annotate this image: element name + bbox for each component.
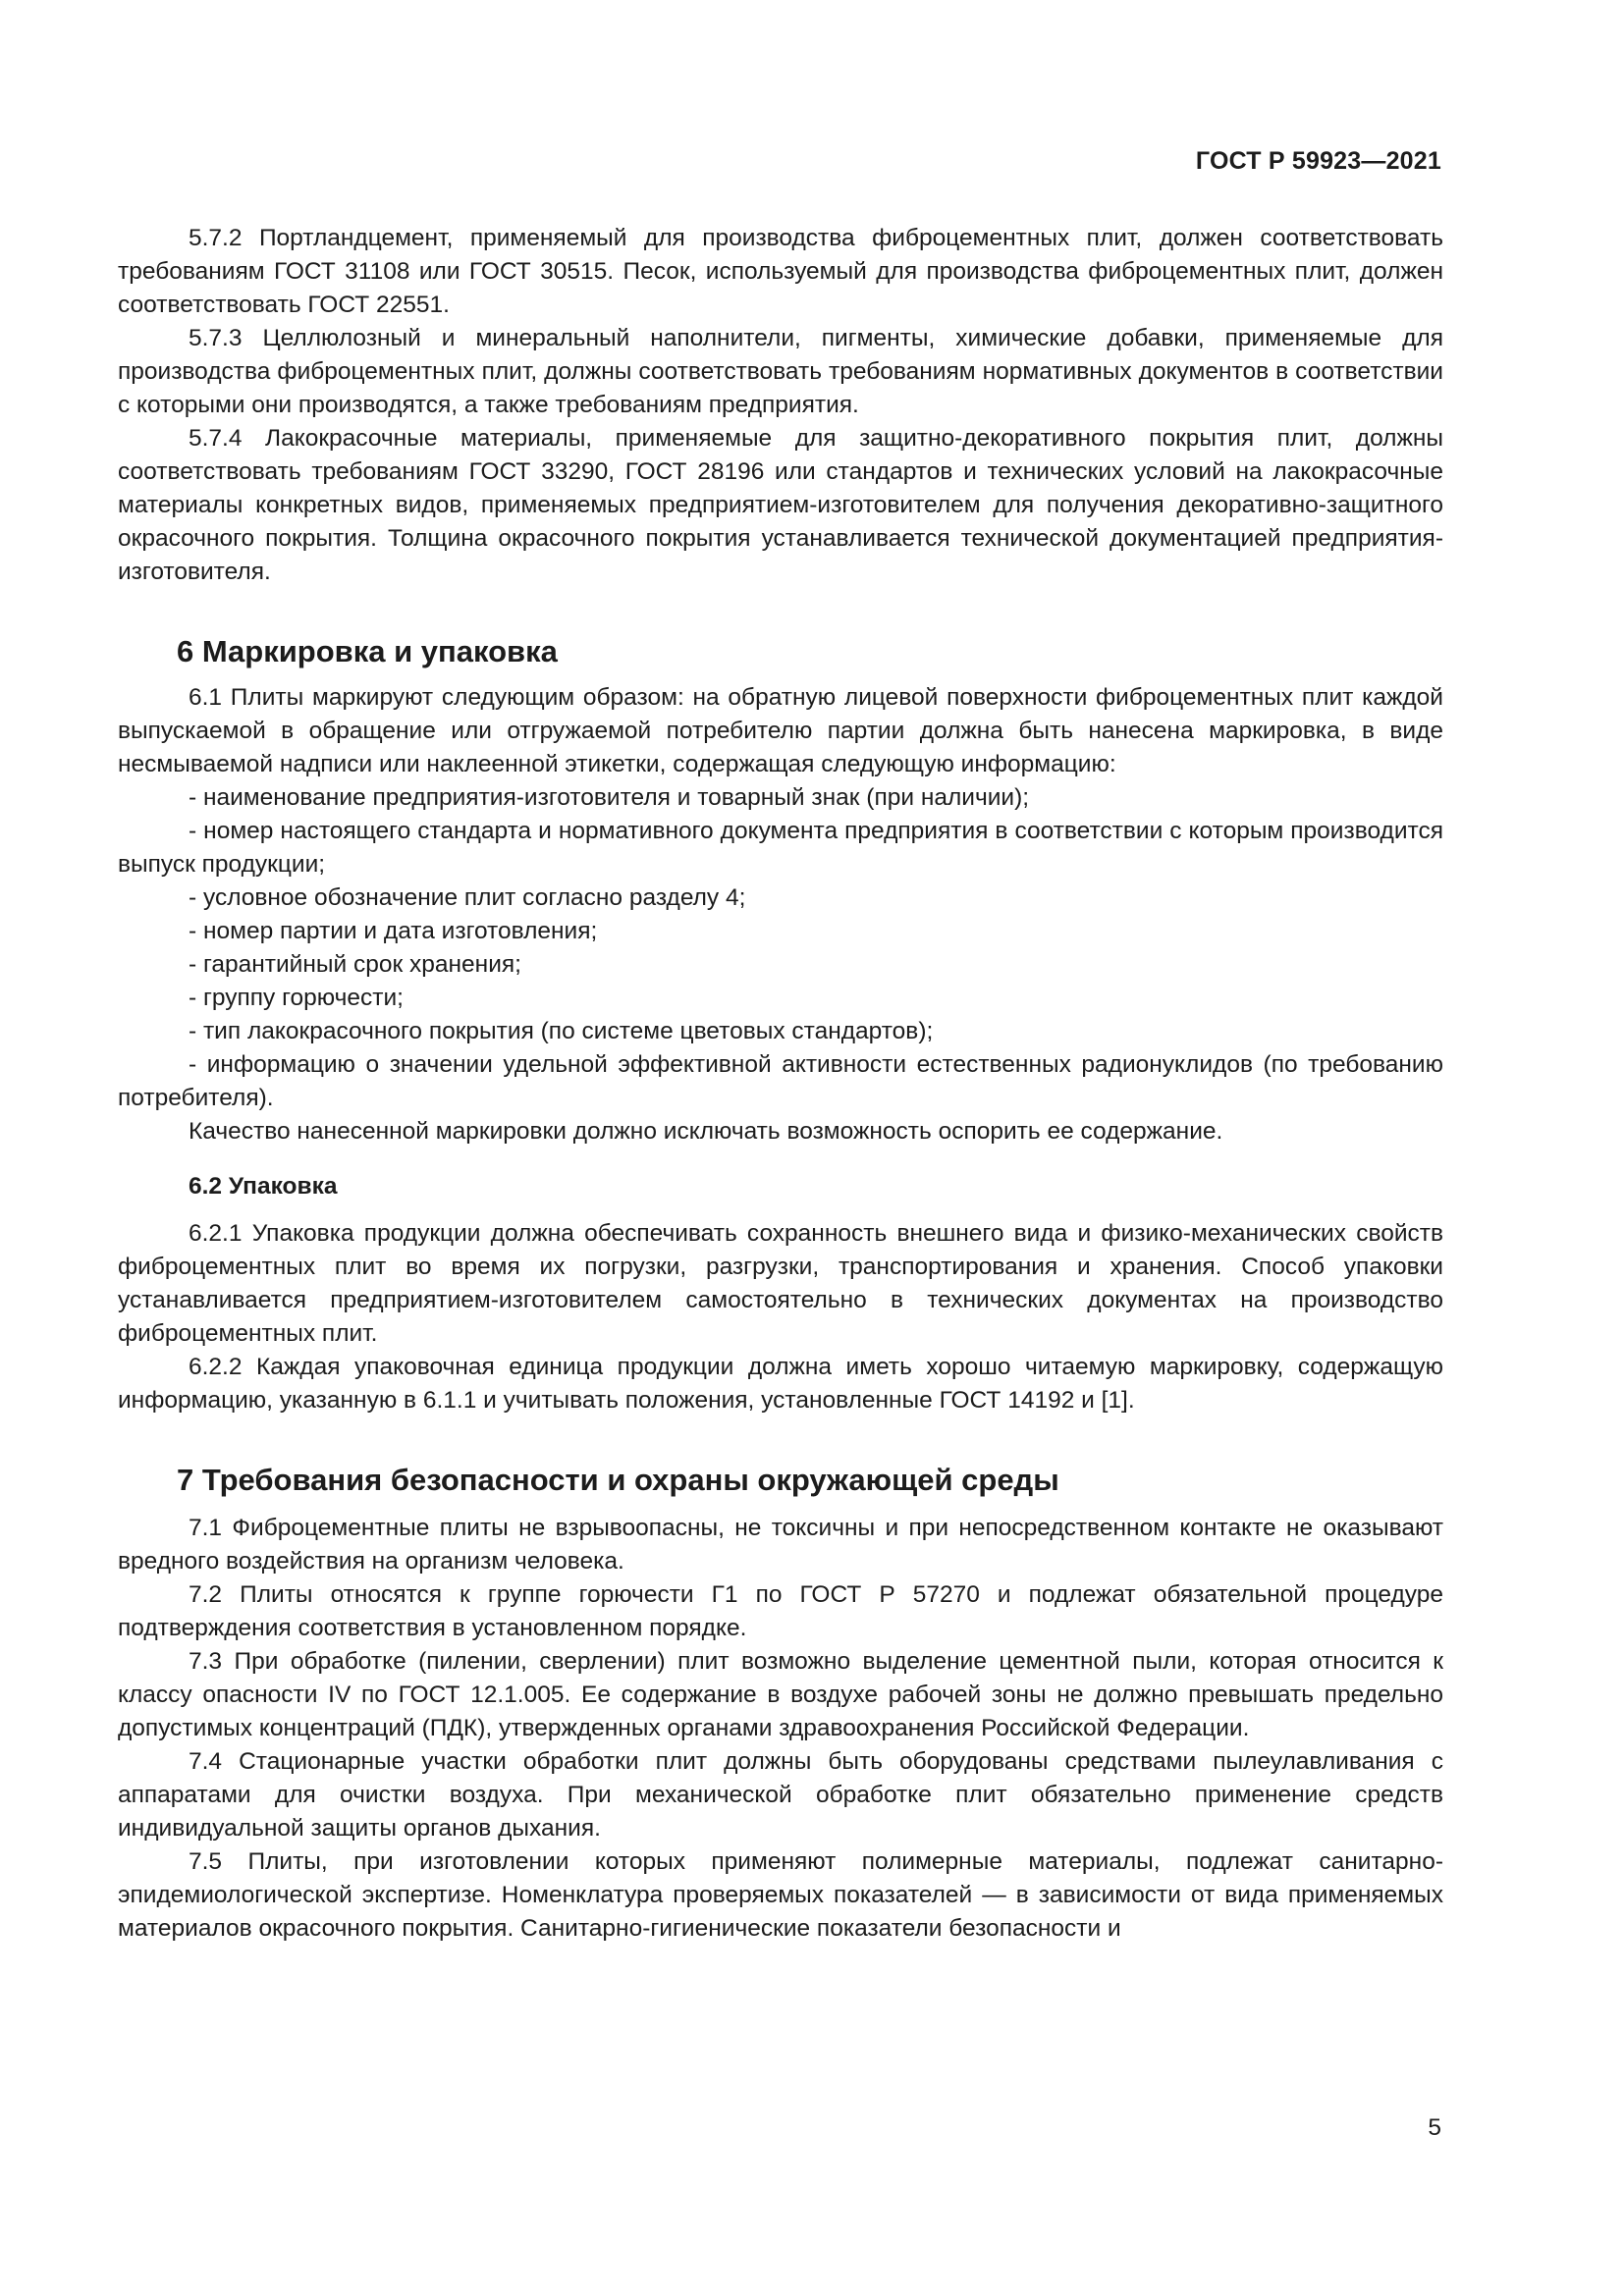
paragraph-5-7-4: 5.7.4 Лакокрасочные материалы, применяемые для защитно-декоративного покрытия плит, должны соответствовать требованиям ГОСТ 33290, ГОСТ 28196 или стандартов и технических условий на лакокрасочные материалы конкретных видов, применяемых предприятием-изготовителем для получения декоративно-защитного окрасочного покрытия. Толщина окрасочного покрытия устанавливается технической документацией предприятия-изготовителя. [118,425,1443,585]
paragraph-6-2-2: 6.2.2 Каждая упаковочная единица продукции должна иметь хорошо читаемую маркировку, содержащую информацию, указанную в 6.1.1 и учитывать положения, установленные ГОСТ 14192 и [1]. [118,1354,1443,1414]
list-item: - условное обозначение плит согласно разделу 4; [189,884,746,911]
paragraph-7-1: 7.1 Фиброцементные плиты не взрывоопасны, не токсичны и при непосредственном контакте не оказывают вредного воздействия на организм человека. [118,1515,1443,1575]
list-item: - группу горючести; [189,985,404,1011]
paragraph-6-1: 6.1 Плиты маркируют следующим образом: на обратную лицевой поверхности фиброцементных плит каждой выпускаемой в обращение или отгружаемой потребителю партии должна быть нанесена маркировка, в виде несмываемой надписи или наклеенной этикетки, содержащая следующую информацию: [118,684,1443,777]
document-code-header: ГОСТ Р 59923—2021 [1195,147,1441,175]
paragraph-7-5: 7.5 Плиты, при изготовлении которых применяют полимерные материалы, подлежат санитарно-эпидемиологической экспертизе. Номенклатура проверяемых показателей — в зависимости от вида применяемых материалов окрасочного покрытия. Санитарно-гигиенические показатели безопасности и [118,1848,1443,1942]
list-item: - номер настоящего стандарта и нормативного документа предприятия в соответствии с которым производится выпуск продукции; [118,818,1443,878]
paragraph-7-3: 7.3 При обработке (пилении, сверлении) плит возможно выделение цементной пыли, которая относится к классу опасности IV по ГОСТ 12.1.005. Ее содержание в воздухе рабочей зоны не должно превышать предельно допустимых концентраций (ПДК), утвержденных органами здравоохранения Российской Федерации. [118,1648,1443,1741]
paragraph-5-7-3: 5.7.3 Целлюлозный и минеральный наполнители, пигменты, химические добавки, применяемые для производства фиброцементных плит, должны соответствовать требованиям нормативных документов в соответствии с которыми они производятся, а также требованиям предприятия. [118,325,1443,418]
section-7-heading: 7 Требования безопасности и охраны окружающей среды [177,1463,1059,1497]
list-item: - номер партии и дата изготовления; [189,918,598,944]
paragraph-5-7-2: 5.7.2 Портландцемент, применяемый для производства фиброцементных плит, должен соответствовать требованиям ГОСТ 31108 или ГОСТ 30515. Песок, используемый для производства фиброцементных плит, должен соответствовать ГОСТ 22551. [118,225,1443,318]
list-item: - наименование предприятия-изготовителя и товарный знак (при наличии); [189,784,1030,811]
paragraph-6-2-1: 6.2.1 Упаковка продукции должна обеспечивать сохранность внешнего вида и физико-механических свойств фиброцементных плит во время их погрузки, разгрузки, транспортирования и хранения. Способ упаковки устанавливается предприятием-изготовителем самостоятельно в технических документах на производство фиброцементных плит. [118,1220,1443,1347]
paragraph-7-4: 7.4 Стационарные участки обработки плит должны быть оборудованы средствами пылеулавливания с аппаратами для очистки воздуха. При механической обработке плит обязательно применение средств индивидуальной защиты органов дыхания. [118,1748,1443,1842]
document-body [118,222,1443,1946]
paragraph-7-2: 7.2 Плиты относятся к группе горючести Г1 по ГОСТ Р 57270 и подлежат обязательной процедуре подтверждения соответствия в установленном порядке. [118,1581,1443,1641]
list-item: - информацию о значении удельной эффективной активности естественных радионуклидов (по требованию потребителя). [118,1051,1443,1111]
section-6-heading: 6 Маркировка и упаковка [177,634,558,668]
list-item: - тип лакокрасочного покрытия (по системе цветовых стандартов); [189,1018,934,1044]
marking-requirements-list [118,781,1443,1115]
subsection-6-2-heading: 6.2 Упаковка [189,1173,338,1200]
page-number: 5 [1428,2114,1441,2141]
marking-quality-note: Качество нанесенной маркировки должно исключать возможность оспорить ее содержание. [189,1118,1223,1145]
list-item: - гарантийный срок хранения; [189,951,521,978]
